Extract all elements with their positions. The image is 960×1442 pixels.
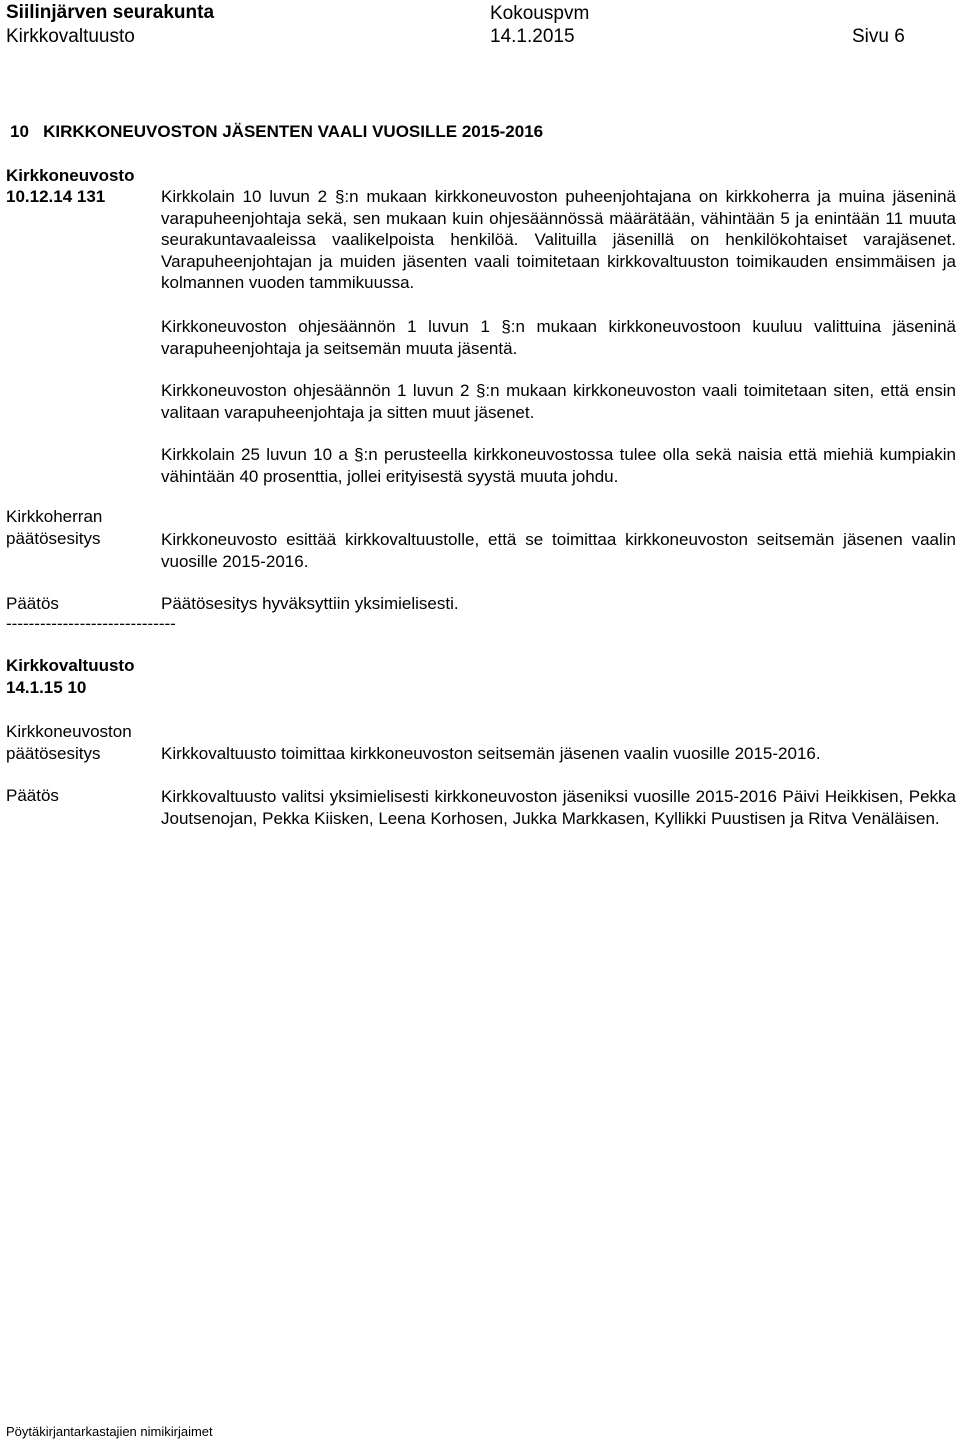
decision-2-label: Päätös (6, 786, 59, 805)
meeting-date-label: Kokouspvm (490, 3, 590, 24)
kn-proposal-label-1: Kirkkoneuvoston (6, 722, 132, 741)
paragraph-2: Kirkkoneuvoston ohjesäännön 1 luvun 1 §:n mukaan kirkkoneuvostoon kuuluu valittuina jäseninä varapuheenjohtaja ja seitsemän muuta jäsentä. (161, 317, 956, 358)
body-name: Kirkkovaltuusto (6, 26, 135, 47)
paragraph-4: Kirkkolain 25 luvun 10 a §:n perusteella kirkkoneuvostossa tulee olla sekä naisia että miehiä kumpiakin vähintään 40 prosenttia, jollei erityisestä syystä muuta johdu. (161, 445, 956, 486)
paragraph-1: Kirkkolain 10 luvun 2 §:n mukaan kirkkoneuvoston puheenjohtajana on kirkkoherra ja muina jäseninä varapuheenjohtaja sekä, sen mukaan kuin ohjesäännössä määrätään, vähintään 5 ja enintään 11 muuta seurakuntavaaleissa vaalikelpoista henkilöä. Valituilla jäsenillä on henkilökohtaiset varajäsenet. Varapuheenjohtajan ja muiden jäsenten vaali toimitetaan kirkkovaltuuston toimikauden ensimmäisen ja kolmannen vuoden tammikuussa. (161, 187, 956, 292)
kn-ref-label: Kirkkoneuvosto (6, 166, 135, 185)
decision-1-text: Päätösesitys hyväksyttiin yksimielisesti. (161, 594, 459, 613)
section-title: 10 KIRKKONEUVOSTON JÄSENTEN VAALI VUOSILLE 2015-2016 (10, 122, 544, 141)
kh-proposal-label-1: Kirkkoherran (6, 507, 103, 526)
kn-proposal-text: Kirkkovaltuusto toimittaa kirkkoneuvoston seitsemän jäsenen vaalin vuosille 2015-2016. (161, 744, 821, 763)
kh-proposal-text: Kirkkoneuvosto esittää kirkkovaltuustolle, että se toimittaa kirkkoneuvoston seitsemän jäsenen vaalin vuosille 2015-2016. (161, 530, 956, 571)
kn-ref-number: 10.12.14 131 (6, 187, 106, 206)
decision-1-label: Päätös (6, 594, 59, 613)
meeting-date: 14.1.2015 (490, 26, 575, 47)
section-divider: ------------------------------ (6, 614, 176, 633)
kn-proposal-label-2: päätösesitys (6, 744, 101, 763)
page-number: Sivu 6 (852, 26, 905, 47)
paragraph-3: Kirkkoneuvoston ohjesäännön 1 luvun 2 §:n mukaan kirkkoneuvoston vaali toimitetaan siten, että ensin valitaan varapuheenjohtaja ja sitten muut jäsenet. (161, 381, 956, 422)
org-name: Siilinjärven seurakunta (6, 2, 215, 23)
kv-ref-number: 14.1.15 10 (6, 678, 87, 697)
decision-2-text: Kirkkovaltuusto valitsi yksimielisesti kirkkoneuvoston jäseniksi vuosille 2015-2016 Päivi Heikkisen, Pekka Joutsenojan, Pekka Kiisken, Leena Korhosen, Jukka Markkasen, Kyllikki Puustisen ja Ritva Venäläisen. (161, 787, 956, 828)
kv-ref-label: Kirkkovaltuusto (6, 656, 135, 675)
kh-proposal-label-2: päätösesitys (6, 529, 101, 548)
footer-initials-label: Pöytäkirjantarkastajien nimikirjaimet (6, 1424, 213, 1439)
